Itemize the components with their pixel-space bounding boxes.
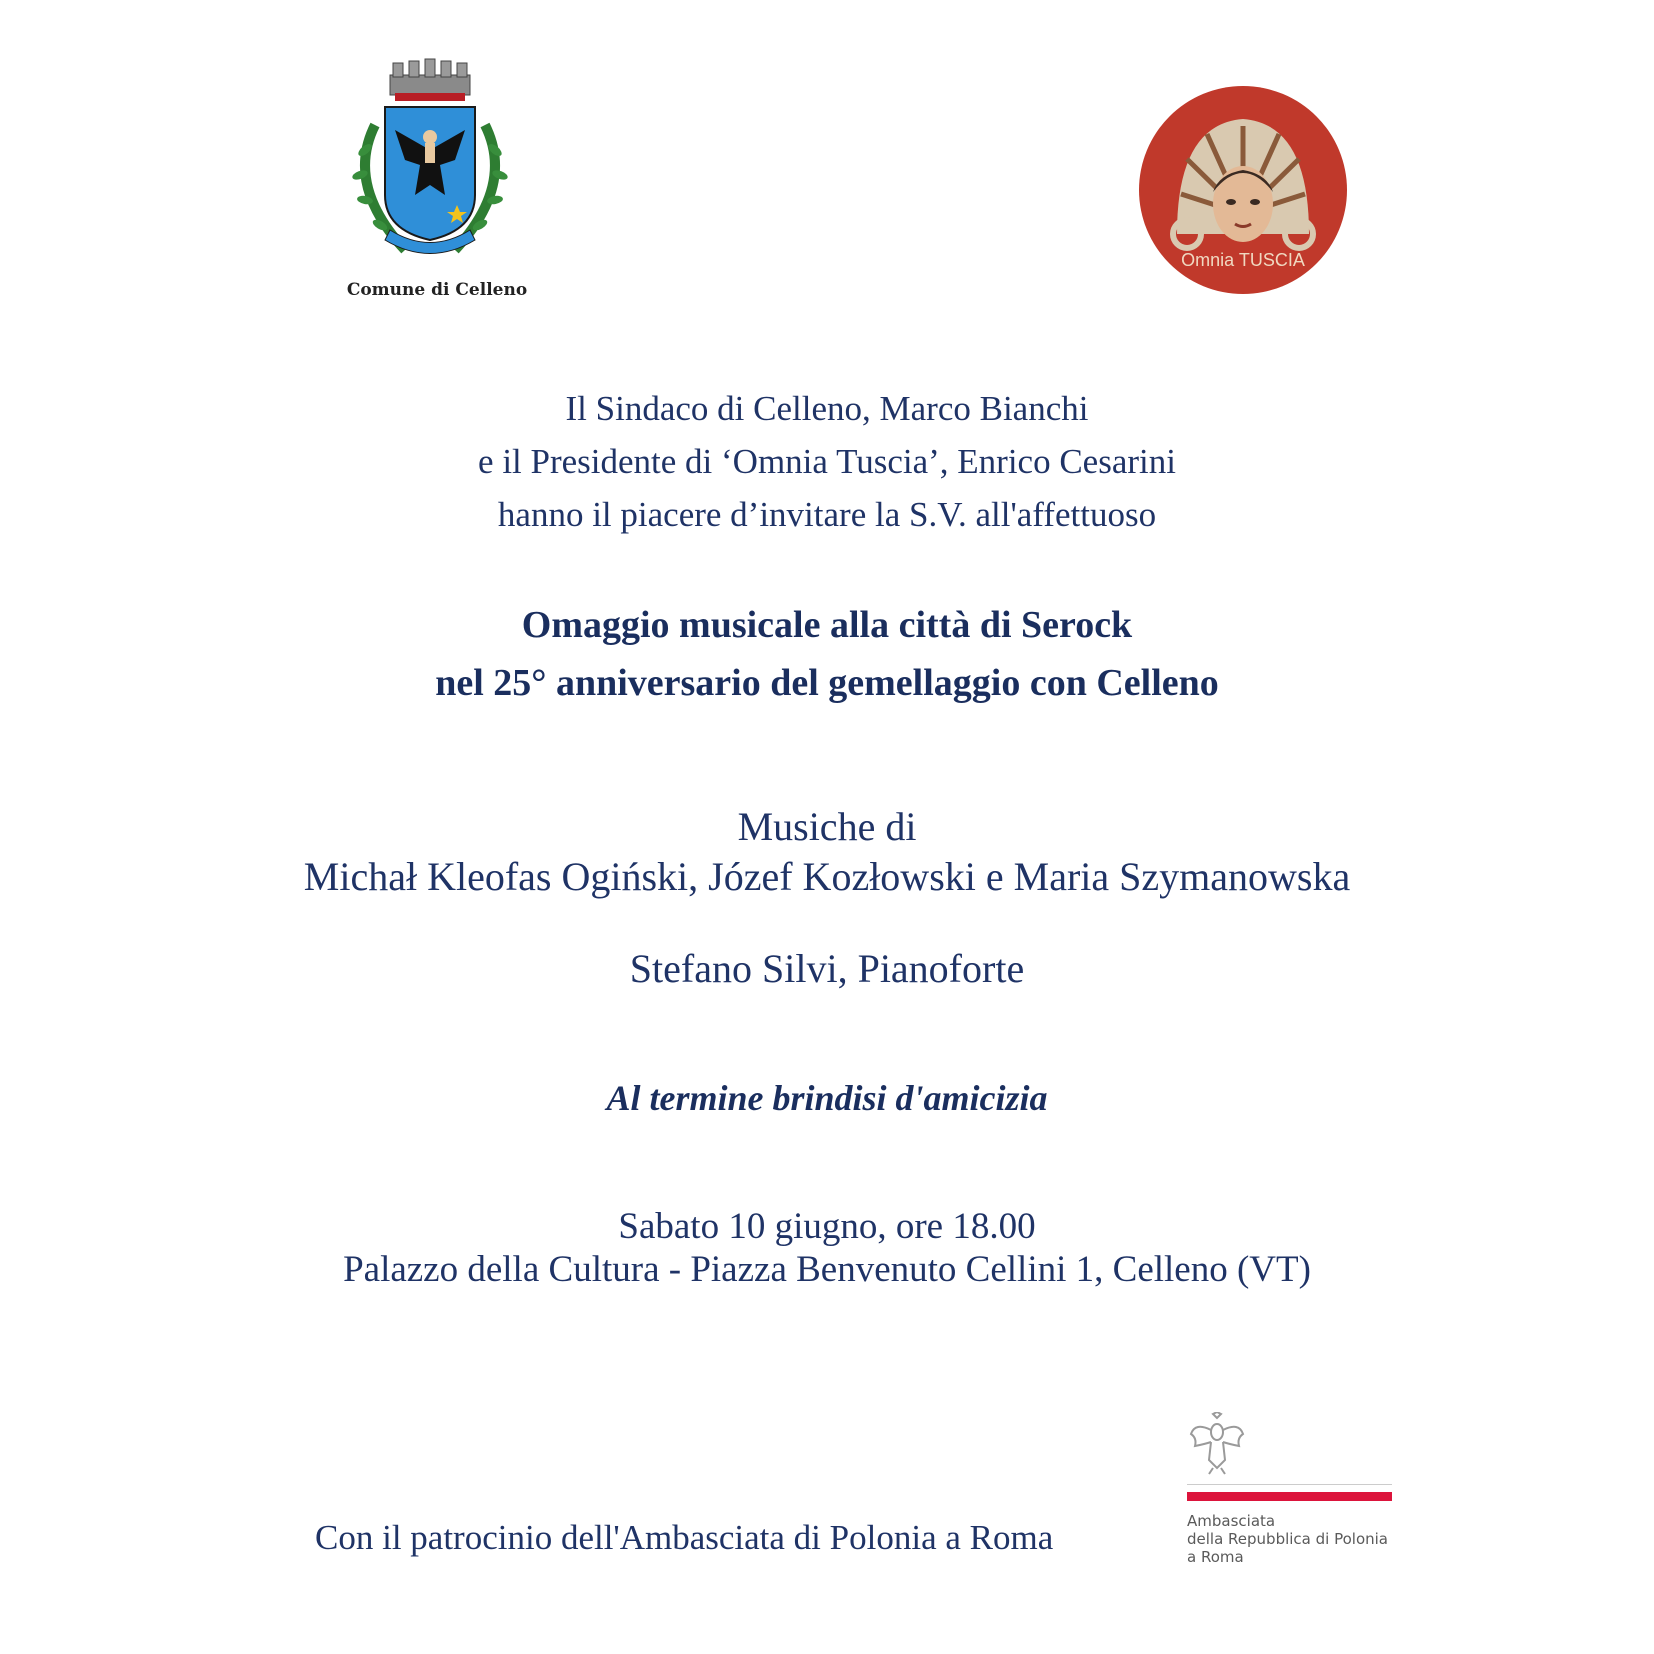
embassy-line-1: Ambasciata [1187, 1512, 1276, 1530]
performer: Stefano Silvi, Pianoforte [629, 946, 1025, 991]
toast-note: Al termine brindisi d'amicizia [606, 1078, 1048, 1118]
polish-eagle-icon [1187, 1412, 1247, 1476]
intro-line-2: e il Presidente di ‘Omnia Tuscia’, Enrico Cesarini [478, 442, 1176, 481]
embassy-divider [1187, 1484, 1392, 1485]
omnia-tuscia-logo [1137, 84, 1349, 296]
embassy-text [1187, 1512, 1388, 1566]
music-heading: Musiche di [737, 804, 917, 849]
event-date: Sabato 10 giugno, ore 18.00 [618, 1206, 1036, 1247]
patronage-text: Con il patrocinio dell'Ambasciata di Polonia a Roma [315, 1518, 1054, 1557]
event-title-line-1: Omaggio musicale alla città di Serock [521, 604, 1133, 646]
intro-line-1: Il Sindaco di Celleno, Marco Bianchi [565, 389, 1089, 428]
omnia-tuscia-text: Omnia TUSCIA [1181, 250, 1305, 270]
embassy-line-3: a Roma [1187, 1548, 1244, 1566]
intro-line-3: hanno il piacere d’invitare la S.V. all'affettuoso [497, 495, 1157, 534]
celleno-caption: Comune di Celleno [346, 280, 528, 300]
composers: Michał Kleofas Ogiński, Józef Kozłowski e Maria Szymanowska [303, 854, 1351, 899]
embassy-line-2: della Repubblica di Polonia [1187, 1530, 1388, 1548]
event-title-line-2: nel 25° anniversario del gemellaggio con Celleno [435, 662, 1219, 704]
embassy-red-bar [1187, 1492, 1392, 1501]
event-venue: Palazzo della Cultura - Piazza Benvenuto Cellini 1, Celleno (VT) [343, 1249, 1311, 1290]
celleno-coat-of-arms [335, 55, 525, 275]
